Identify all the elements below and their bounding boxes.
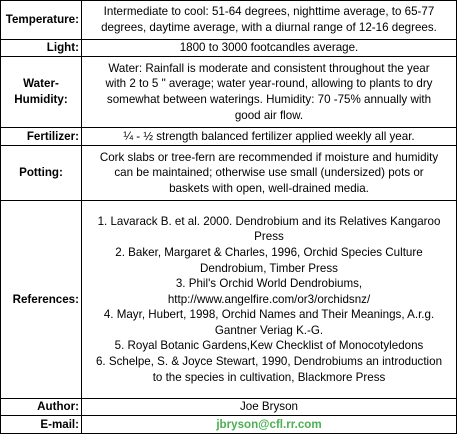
label-line: Humidity: — [14, 93, 68, 106]
value-temperature — [82, 1, 457, 40]
label-email: E-mail: — [1, 416, 82, 434]
text-line: Intermediate to cool: 51-64 degrees, nighttime average, to 65-77 — [103, 5, 435, 19]
reference-line: 3. Phil's Orchid World Dendrobiums, — [175, 277, 363, 291]
value-author: Joe Bryson — [82, 399, 457, 416]
reference-line: Dendrobium, Timber Press — [200, 261, 338, 275]
reference-line: 2. Baker, Margaret & Charles, 1996, Orchid Species Culture — [115, 245, 423, 259]
label-water-humidity — [1, 57, 82, 128]
text-line: with 2 to 5 " average; water year-round, allowing to plants to dry — [105, 77, 433, 91]
row-water-humidity — [1, 57, 457, 128]
reference-line: Gantner Veriag K.-G. — [214, 323, 324, 337]
row-author — [1, 399, 457, 416]
value-references — [82, 201, 457, 399]
row-references — [1, 201, 457, 399]
label-fertilizer: Fertilizer: — [1, 128, 82, 146]
text-line: can be maintained; otherwise use small (undersized) pots or — [114, 166, 424, 180]
text-line: Water: Rainfall is moderate and consistent throughout the year — [108, 61, 430, 75]
text-line: good air flow. — [234, 108, 304, 122]
text-line: degrees, daytime average, with a diurnal range of 12-16 degrees. — [101, 21, 437, 34]
row-potting — [1, 146, 457, 201]
text-line: somewhat between waterings. Humidity: 70 -75% annually with — [106, 93, 432, 106]
label-references: References: — [1, 201, 82, 399]
reference-line: 5. Royal Botanic Gardens,Kew Checklist of Monocotyledons — [114, 339, 424, 353]
label-temperature: Temperature: — [1, 1, 82, 40]
value-potting — [82, 146, 457, 201]
value-water-humidity — [82, 57, 457, 128]
reference-line: 6. Schelpe, S. & Joyce Stewart, 1990, Dendrobiums an introduction — [95, 355, 443, 369]
text-line: ¼ - ½ strength balanced fertilizer applied weekly all year. — [123, 129, 415, 143]
row-light — [1, 40, 457, 57]
reference-line: 1. Lavarack B. et al. 2000. Dendrobium and its Relatives Kangaroo — [97, 214, 441, 228]
row-fertilizer — [1, 128, 457, 146]
reference-line: Press — [254, 230, 284, 244]
reference-line: to the species in cultivation, Blackmore Press — [152, 370, 386, 384]
label-author: Author: — [1, 399, 82, 416]
value-email — [82, 416, 457, 434]
text-line: Cork slabs or tree-fern are recommended if moisture and humidity — [99, 150, 439, 164]
row-email — [1, 416, 457, 434]
reference-line: 4. Mayr, Hubert, 1998, Orchid Names and Their Meanings, A.r.g. — [103, 308, 435, 322]
value-light — [82, 40, 457, 57]
reference-line: http://www.angelfire.com/or3/orchidsnz/ — [167, 292, 371, 306]
value-fertilizer — [82, 128, 457, 146]
text-line: baskets with open, well-drained media. — [169, 181, 369, 195]
label-line: Water- — [23, 77, 59, 91]
label-light: Light: — [1, 40, 82, 57]
text-line: 1800 to 3000 footcandles average. — [179, 41, 359, 55]
email-link[interactable]: jbryson@cfl.rr.com — [216, 417, 322, 431]
row-temperature — [1, 1, 457, 40]
label-potting: Potting: — [1, 146, 82, 201]
